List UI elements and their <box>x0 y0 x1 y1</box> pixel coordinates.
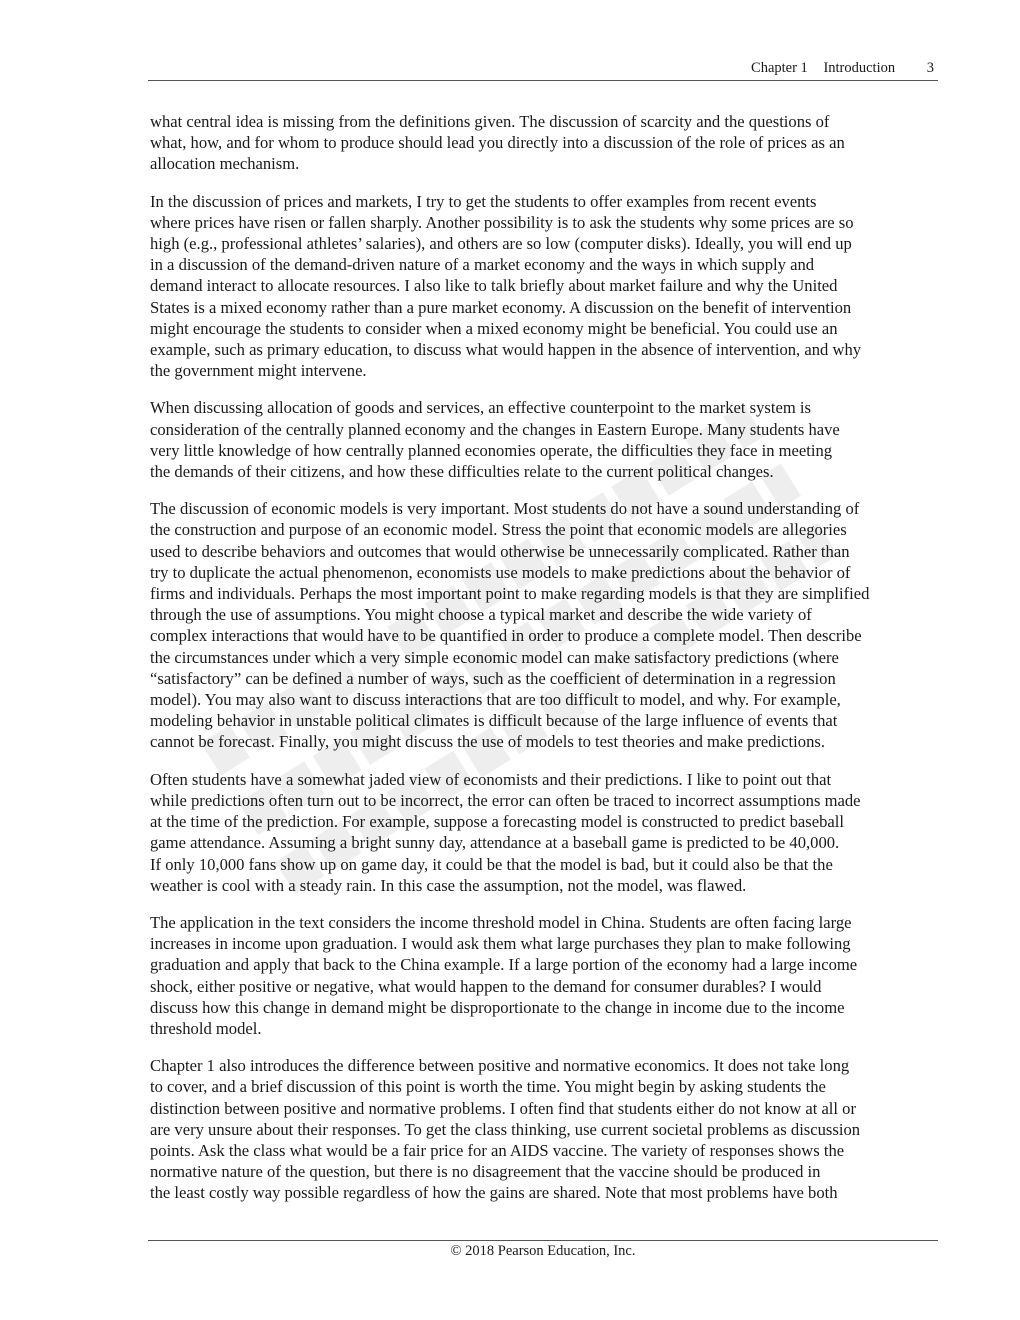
paragraph <box>150 1055 940 1203</box>
running-header <box>148 58 938 81</box>
text-line: what, how, and for whom to produce should lead you directly into a discussion of the role of prices as an <box>150 133 845 153</box>
text-line: game attendance. Assuming a bright sunny day, attendance at a baseball game is predicted to be 40,000. <box>150 833 840 853</box>
header-section-title: Introduction <box>823 60 896 76</box>
body-text <box>150 111 940 1220</box>
text-line: Often students have a somewhat jaded view of economists and their predictions. I like to point out that <box>150 769 832 789</box>
text-line: to cover, and a brief discussion of this point is worth the time. You might begin by asking students the <box>150 1077 826 1097</box>
text-line: normative nature of the question, but there is no disagreement that the vaccine should be produced in <box>150 1162 821 1182</box>
text-line: model). You may also want to discuss interactions that are too difficult to model, and why. For example, <box>150 690 841 710</box>
running-footer <box>148 1240 938 1260</box>
text-line: example, such as primary education, to discuss what would happen in the absence of intervention, and why <box>150 340 862 360</box>
text-line: The application in the text considers the income threshold model in China. Students are often facing large <box>150 912 852 932</box>
text-line: high (e.g., professional athletes’ salaries), and others are so low (computer disks). Ideally, you will end up <box>150 234 852 254</box>
text-line: weather is cool with a steady rain. In this case the assumption, not the model, was flawed. <box>150 875 747 895</box>
text-line: allocation mechanism. <box>150 154 300 174</box>
text-line: threshold model. <box>150 1018 262 1038</box>
text-line: the least costly way possible regardless of how the gains are shared. Note that most problems have both <box>150 1183 838 1203</box>
text-line: “satisfactory” can be defined a number of ways, such as the coefficient of determination in a regression <box>150 668 836 688</box>
paragraph <box>150 191 940 382</box>
text-line: at the time of the prediction. For example, suppose a forecasting model is constructed to predict baseball <box>150 812 844 832</box>
text-line: graduation and apply that back to the China example. If a large portion of the economy had a large income <box>150 955 858 975</box>
text-line: firms and individuals. Perhaps the most important point to make regarding models is that they are simplified <box>150 584 870 604</box>
text-line: The discussion of economic models is very important. Most students do not have a sound understanding of <box>150 499 860 519</box>
text-line: cannot be forecast. Finally, you might discuss the use of models to test theories and make predictions. <box>150 732 825 752</box>
header-chapter-info <box>751 60 934 77</box>
header-chapter-label: Chapter 1 <box>751 60 808 76</box>
text-line: points. Ask the class what would be a fair price for an AIDS vaccine. The variety of responses shows the <box>150 1140 845 1160</box>
text-line: where prices have risen or fallen sharply. Another possibility is to ask the students why some prices are so <box>150 212 854 232</box>
text-line: When discussing allocation of goods and services, an effective counterpoint to the market system is <box>150 398 811 418</box>
text-line: the government might intervene. <box>150 361 367 381</box>
text-line: increases in income upon graduation. I would ask them what large purchases they plan to make following <box>150 934 851 954</box>
text-line: States is a mixed economy rather than a pure market economy. A discussion on the benefit of intervention <box>150 297 852 317</box>
text-line: shock, either positive or negative, what would happen to the demand for consumer durables? I would <box>150 976 822 996</box>
text-line: modeling behavior in unstable political climates is difficult because of the large influence of events that <box>150 711 838 731</box>
text-line: consideration of the centrally planned economy and the changes in Eastern Europe. Many students have <box>150 419 840 439</box>
paragraph <box>150 769 940 896</box>
text-line: while predictions often turn out to be incorrect, the error can often be traced to incorrect assumptions made <box>150 790 861 810</box>
text-line: might encourage the students to consider when a mixed economy might be beneficial. You could use an <box>150 318 838 338</box>
text-line: complex interactions that would have to be quantified in order to produce a complete model. Then describe <box>150 626 862 646</box>
paragraph <box>150 498 940 752</box>
text-line: In the discussion of prices and markets, I try to get the students to offer examples from recent events <box>150 191 817 211</box>
text-line: through the use of assumptions. You might choose a typical market and describe the wide variety of <box>150 605 812 625</box>
page-number: 3 <box>926 60 934 76</box>
text-line: distinction between positive and normative problems. I often find that students either do not know at all or <box>150 1098 857 1118</box>
text-line: discuss how this change in demand might be disproportionate to the change in income due to the income <box>150 997 845 1017</box>
paragraph <box>150 397 940 482</box>
paragraph <box>150 111 940 175</box>
text-line: demand interact to allocate resources. I also like to talk briefly about market failure and why the United <box>150 276 838 296</box>
text-line: used to describe behaviors and outcomes that would otherwise be unnecessarily complicated. Rather than <box>150 541 850 561</box>
copyright-notice: © 2018 Pearson Education, Inc. <box>450 1243 636 1259</box>
text-line: are very unsure about their responses. To get the class thinking, use current societal problems as discussion <box>150 1119 861 1139</box>
text-line: try to duplicate the actual phenomenon, economists use models to make predictions about the behavior of <box>150 562 851 582</box>
text-line: in a discussion of the demand-driven nature of a market economy and the ways in which supply and <box>150 255 815 275</box>
paragraph <box>150 912 940 1039</box>
text-line: the circumstances under which a very simple economic model can make satisfactory predictions (where <box>150 647 839 667</box>
text-line: If only 10,000 fans show up on game day, it could be that the model is bad, but it could also be that the <box>150 854 833 874</box>
text-line: the demands of their citizens, and how these difficulties relate to the current political changes. <box>150 462 774 482</box>
text-line: very little knowledge of how centrally planned economies operate, the difficulties they face in meeting <box>150 440 833 460</box>
text-line: Chapter 1 also introduces the difference between positive and normative economics. It does not take long <box>150 1056 850 1076</box>
text-line: the construction and purpose of an economic model. Stress the point that economic models are allegories <box>150 520 847 540</box>
text-line: what central idea is missing from the definitions given. The discussion of scarcity and the questions of <box>150 112 830 131</box>
